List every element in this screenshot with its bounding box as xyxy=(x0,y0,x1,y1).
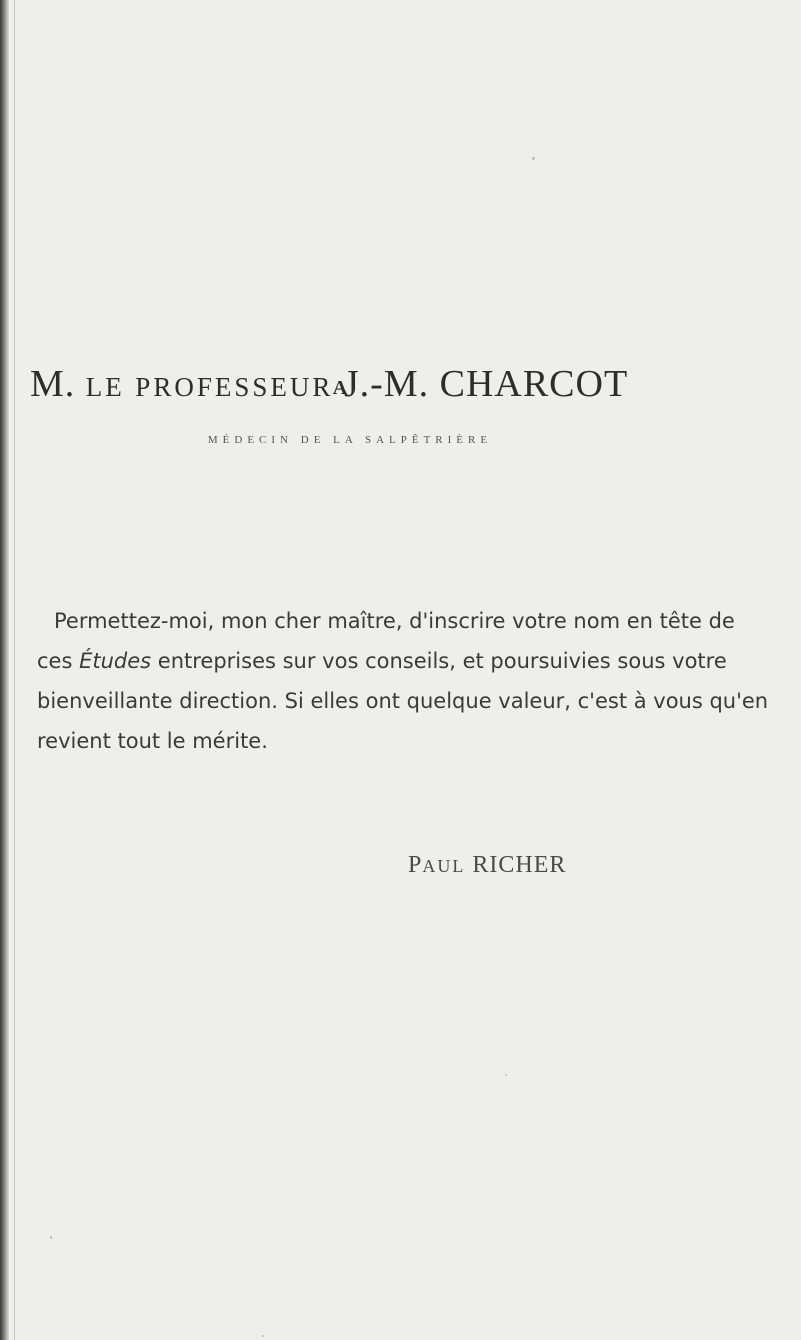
dedication-recipient xyxy=(30,362,650,406)
recipient-initials: J.-M. xyxy=(343,363,430,405)
body-line-2-italic: Études xyxy=(79,649,152,673)
paper-speck xyxy=(262,1335,264,1337)
signature-first-initial: P xyxy=(408,852,423,878)
recipient-role: MÉDECIN DE LA SALPÊTRIÈRE xyxy=(207,434,493,446)
dedication-body xyxy=(37,601,769,761)
body-line-3: bienveillante direction. Si elles ont quelque valeur, c'est à vous qu'en xyxy=(37,689,769,713)
page-margin-line xyxy=(14,0,15,1340)
recipient-title-m: M. xyxy=(30,363,76,405)
paper-speck xyxy=(50,1236,52,1239)
author-signature xyxy=(408,852,658,879)
paper-speck xyxy=(505,1074,507,1076)
signature-last-name: RICHER xyxy=(472,852,567,878)
binding-edge xyxy=(0,0,9,1340)
paper-speck xyxy=(532,157,535,160)
dedication-to: A xyxy=(332,377,348,399)
body-line-1: Permettez-moi, mon cher maître, d'inscrire votre nom en tête de xyxy=(54,609,735,633)
body-line-2 xyxy=(37,641,727,681)
recipient-word-le: LE xyxy=(85,372,125,402)
body-line-4: revient tout le mérite. xyxy=(37,729,268,753)
recipient-word-professeur: PROFESSEUR xyxy=(135,372,334,402)
signature-first-rest: AUL xyxy=(422,856,466,876)
body-line-2-start: ces xyxy=(37,649,80,673)
body-line-2-end: entreprises sur vos conseils, et poursuivies sous votre xyxy=(151,649,727,673)
recipient-name: CHARCOT xyxy=(439,363,629,405)
